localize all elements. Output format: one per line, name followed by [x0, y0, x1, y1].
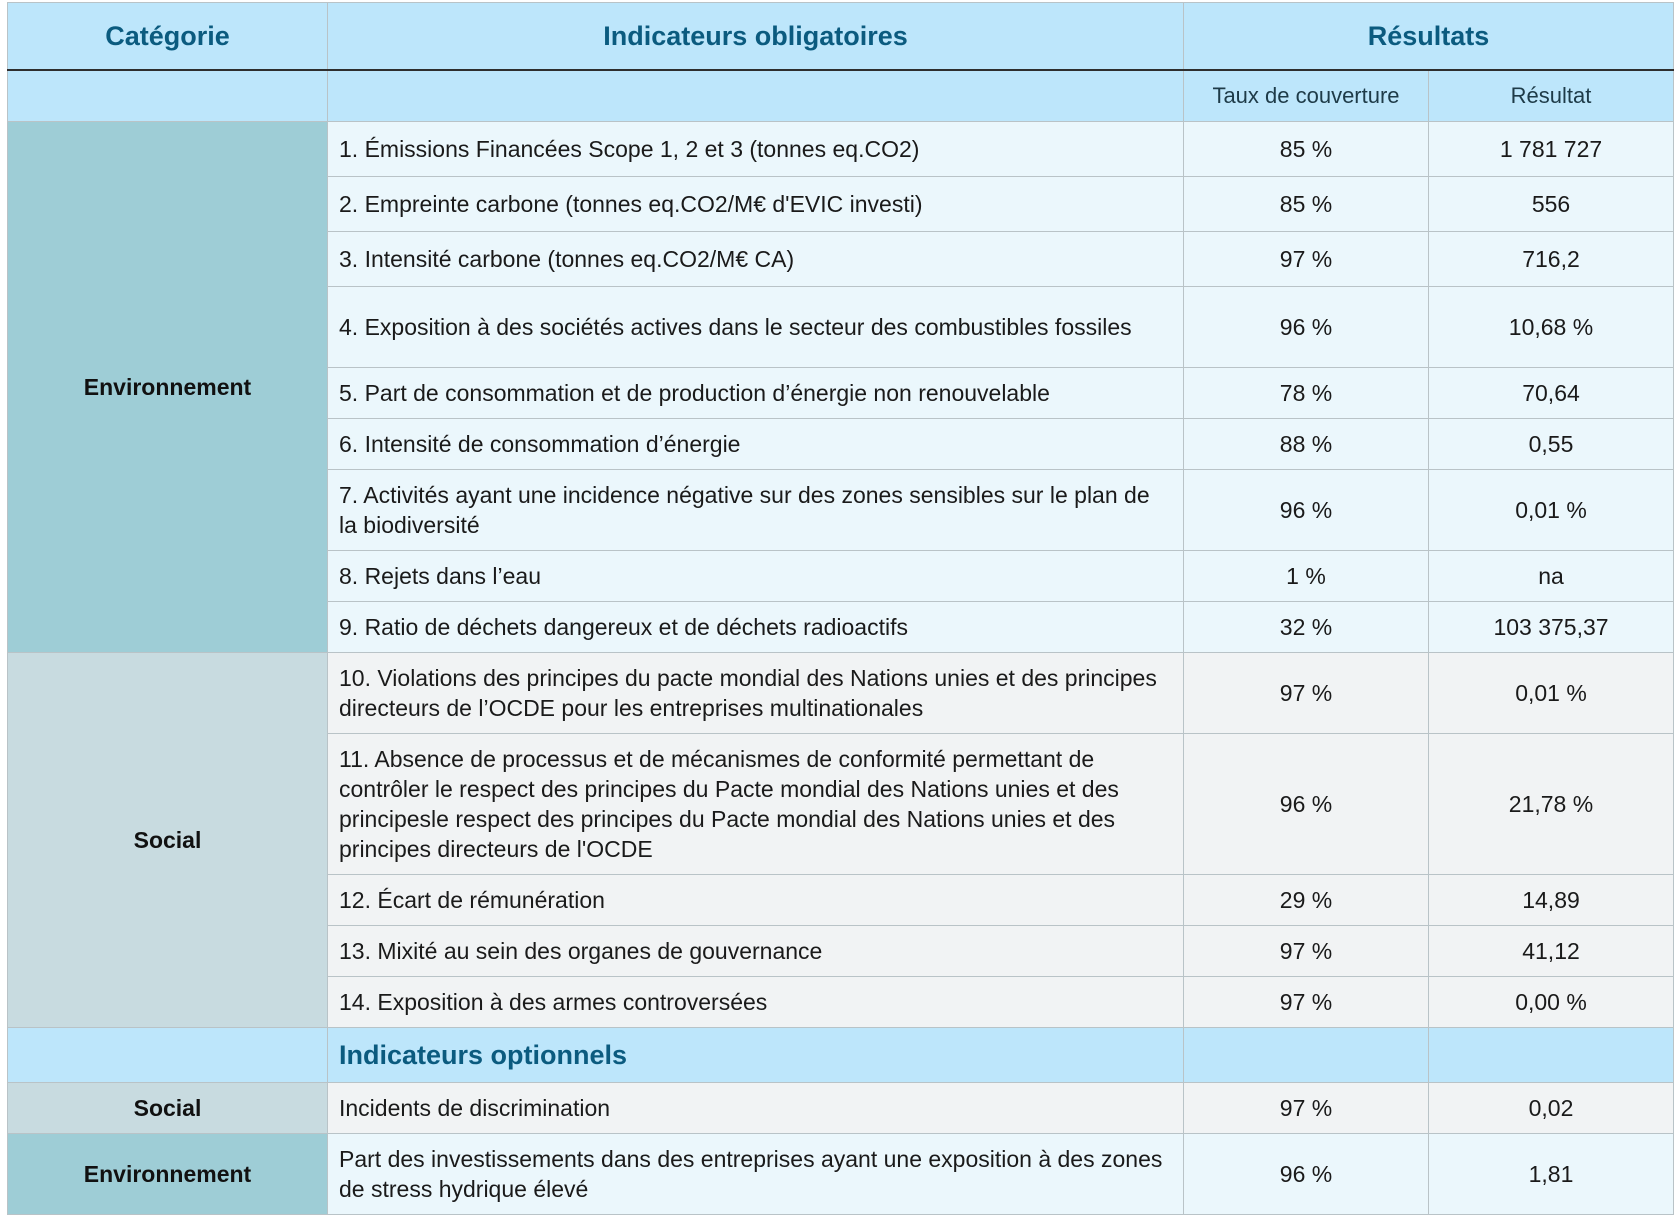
result-value: 14,89	[1429, 875, 1674, 926]
coverage-value: 78 %	[1184, 368, 1429, 419]
result-value: 0,02	[1429, 1083, 1674, 1134]
indicator-label: 1. Émissions Financées Scope 1, 2 et 3 (tonnes eq.CO2)	[328, 122, 1184, 177]
indicator-label: 8. Rejets dans l’eau	[328, 551, 1184, 602]
optional-header-row	[8, 1028, 1674, 1083]
subheader-row	[8, 70, 1674, 122]
indicator-label: Part des investissements dans des entreprises ayant une exposition à des zones de stress hydrique élevé	[328, 1134, 1184, 1215]
result-value: na	[1429, 551, 1674, 602]
result-value: 1 781 727	[1429, 122, 1674, 177]
coverage-value: 29 %	[1184, 875, 1429, 926]
result-value: 10,68 %	[1429, 287, 1674, 368]
coverage-value: 96 %	[1184, 1134, 1429, 1215]
header-category: Catégorie	[8, 3, 328, 71]
result-value: 0,00 %	[1429, 977, 1674, 1028]
table-row	[8, 1134, 1674, 1215]
coverage-value: 97 %	[1184, 926, 1429, 977]
indicator-label: 13. Mixité au sein des organes de gouvernance	[328, 926, 1184, 977]
subheader-empty-1	[8, 70, 328, 122]
coverage-value: 96 %	[1184, 470, 1429, 551]
header-results: Résultats	[1184, 3, 1674, 71]
category-social: Social	[8, 653, 328, 1028]
table-row	[8, 1083, 1674, 1134]
table-row	[8, 653, 1674, 734]
result-value: 0,55	[1429, 419, 1674, 470]
coverage-value: 85 %	[1184, 122, 1429, 177]
result-value: 1,81	[1429, 1134, 1674, 1215]
coverage-value: 96 %	[1184, 287, 1429, 368]
coverage-value: 1 %	[1184, 551, 1429, 602]
indicator-label: 2. Empreinte carbone (tonnes eq.CO2/M€ d'EVIC investi)	[328, 177, 1184, 232]
pai-table-wrapper	[7, 2, 1673, 1215]
indicator-label: 4. Exposition à des sociétés actives dans le secteur des combustibles fossiles	[328, 287, 1184, 368]
indicator-label: 5. Part de consommation et de production d’énergie non renouvelable	[328, 368, 1184, 419]
coverage-value: 32 %	[1184, 602, 1429, 653]
indicator-label: 10. Violations des principes du pacte mondial des Nations unies et des principes directeurs de l’OCDE pour les entreprises multinationales	[328, 653, 1184, 734]
optional-indicators-title: Indicateurs optionnels	[328, 1028, 1184, 1083]
indicator-label: 14. Exposition à des armes controversées	[328, 977, 1184, 1028]
result-value: 41,12	[1429, 926, 1674, 977]
optional-header-empty	[1184, 1028, 1429, 1083]
result-value: 716,2	[1429, 232, 1674, 287]
indicator-label: 12. Écart de rémunération	[328, 875, 1184, 926]
indicator-label: 11. Absence de processus et de mécanismes de conformité permettant de contrôler le respect des principes du Pacte mondial des Nations unies et des principesle respect des principes du Pacte mondial des Nations unies et des principes directeurs de l'OCDE	[328, 734, 1184, 875]
result-value: 0,01 %	[1429, 653, 1674, 734]
coverage-value: 97 %	[1184, 653, 1429, 734]
result-value: 70,64	[1429, 368, 1674, 419]
indicator-label: 6. Intensité de consommation d’énergie	[328, 419, 1184, 470]
optional-header-empty	[1429, 1028, 1674, 1083]
result-value: 21,78 %	[1429, 734, 1674, 875]
coverage-value: 96 %	[1184, 734, 1429, 875]
table-row	[8, 122, 1674, 177]
result-value: 556	[1429, 177, 1674, 232]
header-indicators: Indicateurs obligatoires	[328, 3, 1184, 71]
result-value: 103 375,37	[1429, 602, 1674, 653]
category-environment: Environnement	[8, 1134, 328, 1215]
subheader-empty-2	[328, 70, 1184, 122]
pai-indicators-table	[7, 2, 1674, 1215]
optional-header-empty	[8, 1028, 328, 1083]
subheader-result: Résultat	[1429, 70, 1674, 122]
result-value: 0,01 %	[1429, 470, 1674, 551]
header-row	[8, 3, 1674, 71]
indicator-label: 9. Ratio de déchets dangereux et de déchets radioactifs	[328, 602, 1184, 653]
category-environment: Environnement	[8, 122, 328, 653]
coverage-value: 97 %	[1184, 232, 1429, 287]
coverage-value: 97 %	[1184, 977, 1429, 1028]
indicator-label: 3. Intensité carbone (tonnes eq.CO2/M€ CA)	[328, 232, 1184, 287]
indicator-label: 7. Activités ayant une incidence négative sur des zones sensibles sur le plan de la biodiversité	[328, 470, 1184, 551]
indicator-label: Incidents de discrimination	[328, 1083, 1184, 1134]
coverage-value: 88 %	[1184, 419, 1429, 470]
coverage-value: 85 %	[1184, 177, 1429, 232]
coverage-value: 97 %	[1184, 1083, 1429, 1134]
subheader-coverage: Taux de couverture	[1184, 70, 1429, 122]
category-social: Social	[8, 1083, 328, 1134]
